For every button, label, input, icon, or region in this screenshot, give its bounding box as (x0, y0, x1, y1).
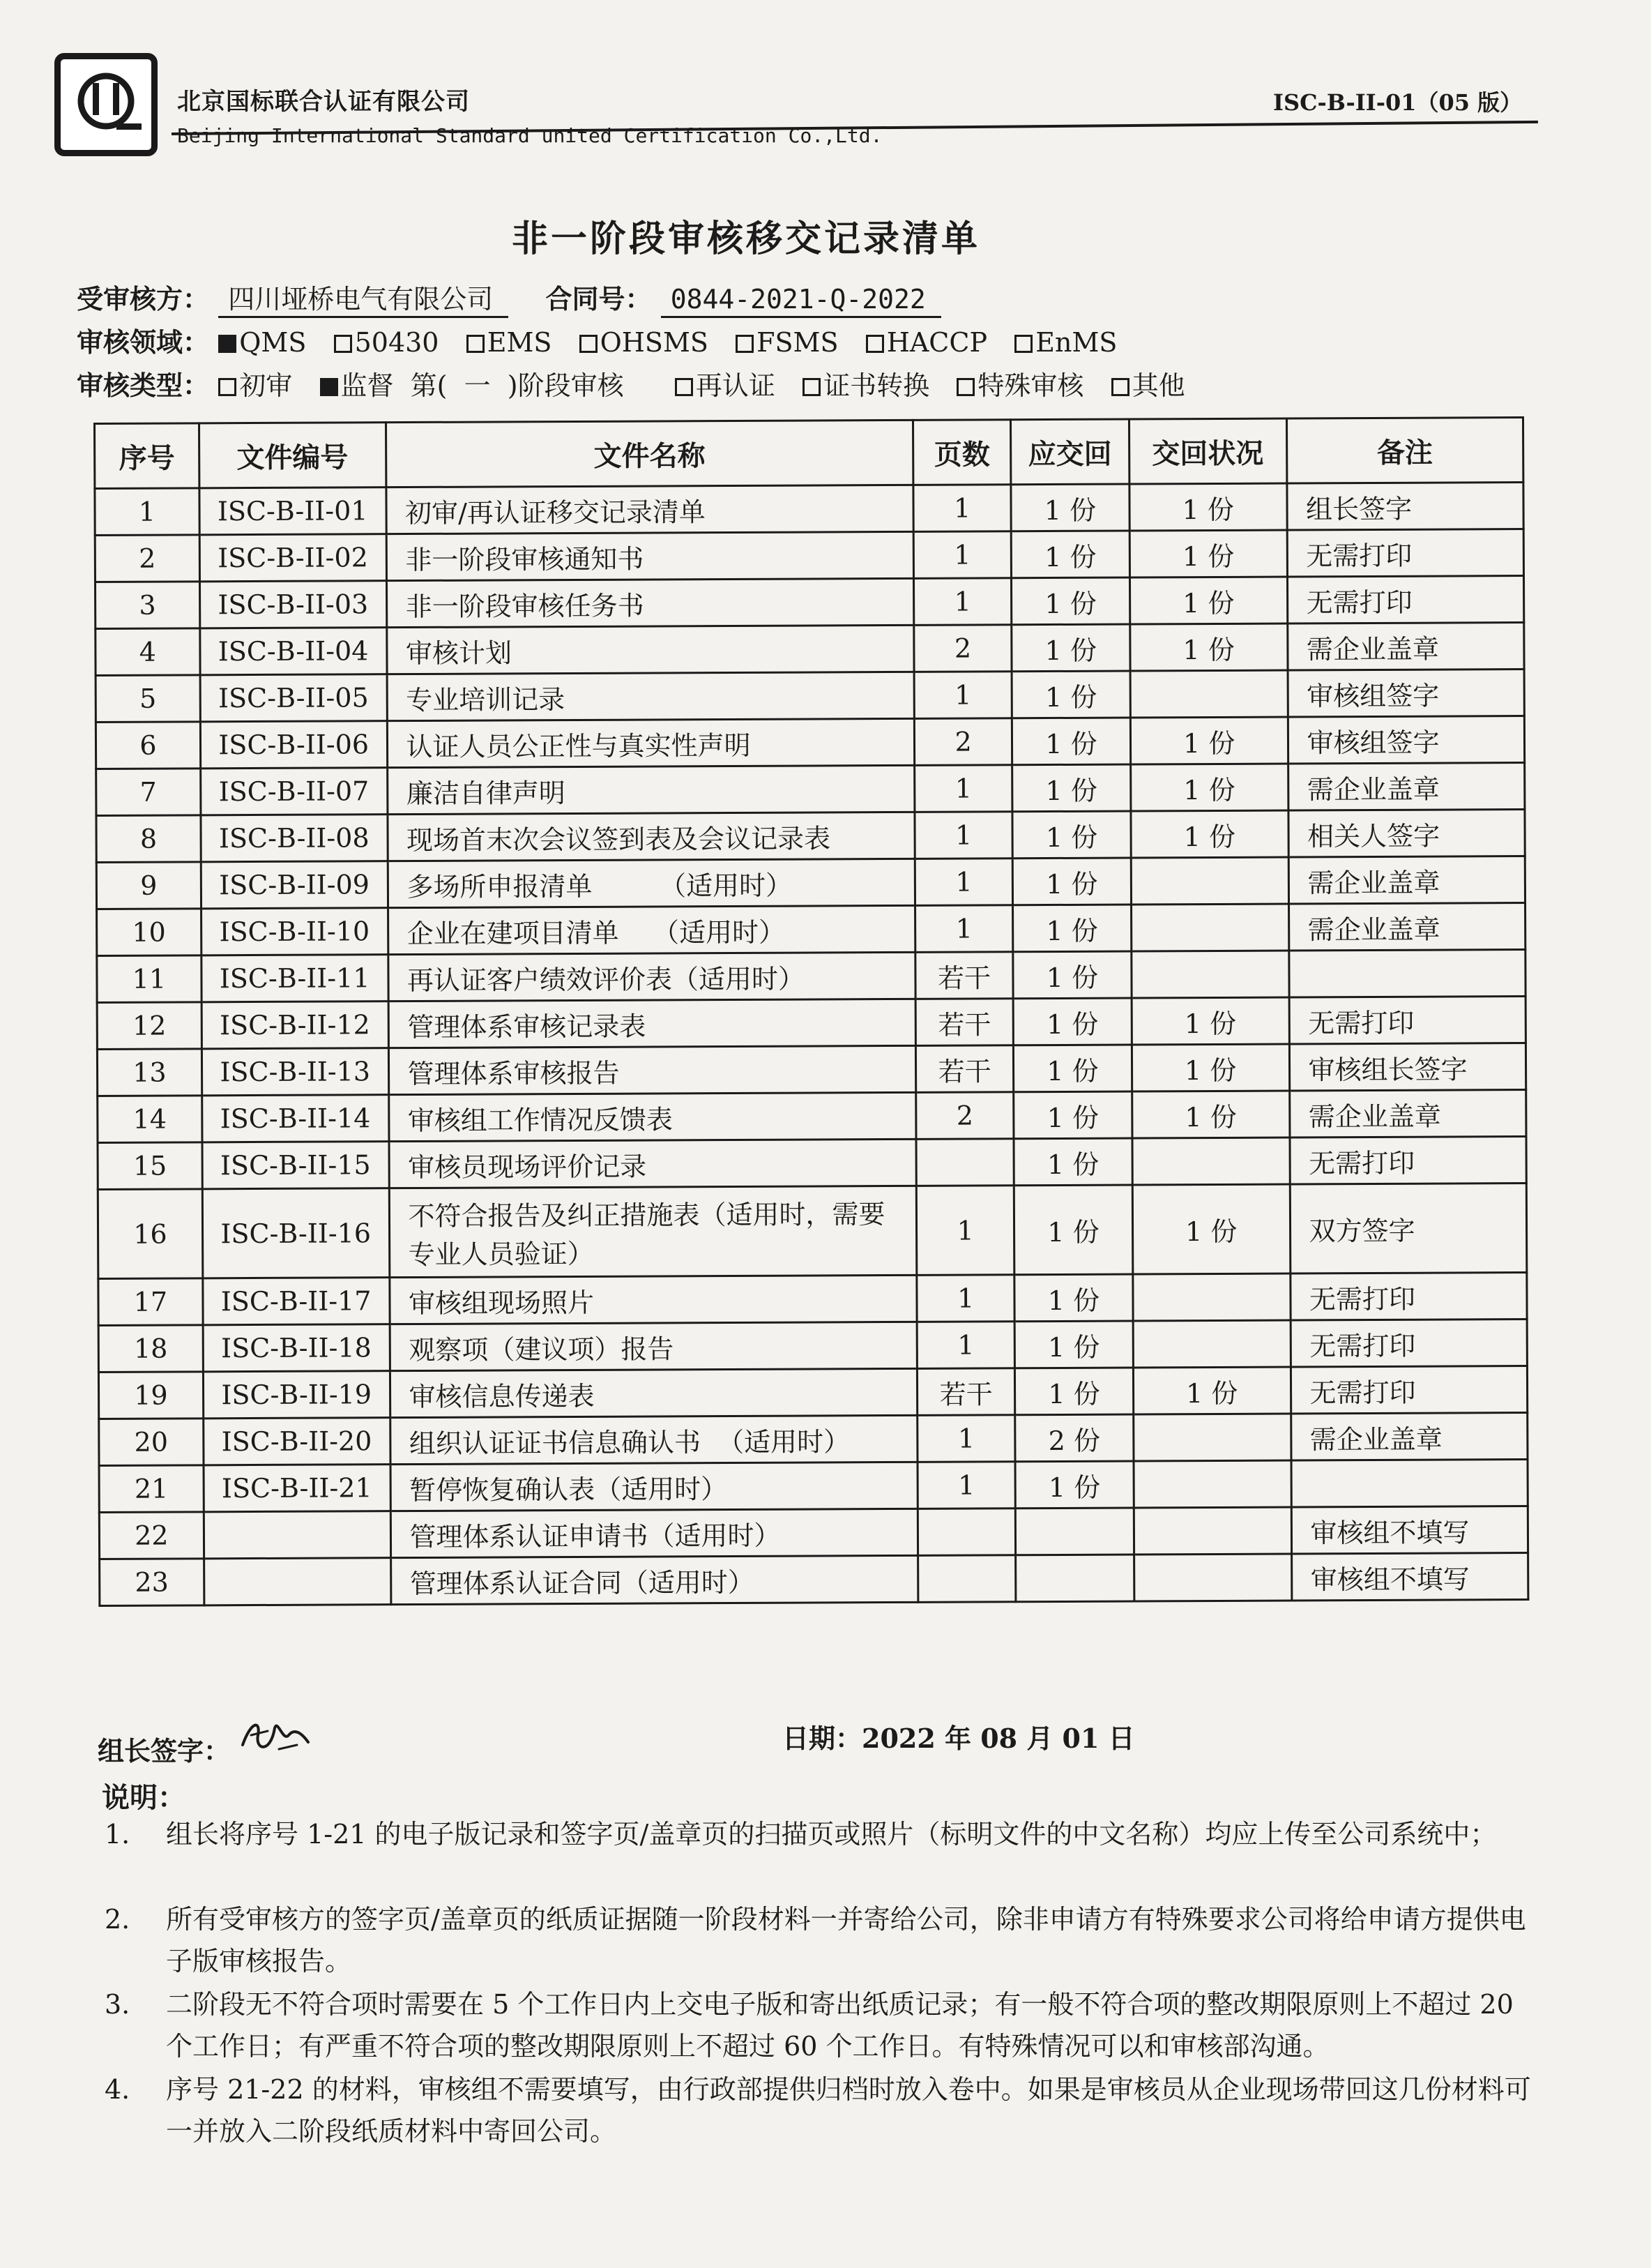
table-row (98, 1320, 1527, 1373)
checkbox-icon (866, 335, 884, 353)
returned-cell: 1 份 (1129, 530, 1287, 577)
table-row (99, 1413, 1528, 1466)
table-row (97, 903, 1526, 956)
pages-cell: 若干 (915, 952, 1013, 999)
code-cell: ISC-B-II-08 (201, 815, 388, 862)
code-cell: ISC-B-II-04 (200, 628, 387, 675)
pages-cell: 1 (915, 812, 1012, 859)
option-enms: EnMS (1014, 327, 1117, 358)
table-row (97, 1043, 1526, 1096)
code-cell (204, 1558, 390, 1605)
checkbox-checked-icon (320, 378, 338, 396)
seq-cell: 9 (96, 862, 201, 909)
returned-cell: 1 份 (1133, 1367, 1291, 1414)
option-transfer: 证书转换 (802, 370, 929, 401)
due-cell: 2 份 (1015, 1414, 1134, 1462)
returned-cell: 1 份 (1130, 623, 1288, 671)
code-cell: ISC-B-II-07 (200, 768, 387, 815)
name-cell: 企业在建项目清单 （适用时） (388, 905, 915, 954)
code-cell: ISC-B-II-02 (199, 534, 386, 582)
contract-label: 合同号： (545, 283, 652, 315)
name-cell: 现场首末次会议签到表及会议记录表 (387, 812, 915, 861)
name-cell: 管理体系认证合同（适用时） (390, 1555, 918, 1604)
returned-cell: 1 份 (1132, 1091, 1290, 1138)
name-cell: 审核员现场评价记录 (389, 1139, 917, 1188)
returned-cell: 1 份 (1132, 1044, 1289, 1091)
due-cell: 1 份 (1013, 998, 1132, 1045)
seq-cell: 5 (96, 675, 200, 723)
option-other: 其他 (1111, 370, 1185, 401)
code-cell: ISC-B-II-13 (201, 1048, 388, 1096)
option-fsms: FSMS (736, 327, 838, 358)
code-cell: ISC-B-II-01 (199, 487, 386, 535)
option-haccp: HACCP (866, 327, 987, 358)
remark-cell: 需企业盖章 (1288, 763, 1525, 810)
table-row (96, 670, 1524, 723)
checkbox-icon (579, 335, 598, 353)
table-row (96, 716, 1524, 769)
seq-cell: 3 (95, 582, 199, 629)
name-cell: 多场所申报清单 （适用时） (388, 859, 915, 907)
due-cell: 1 份 (1014, 1138, 1132, 1186)
returned-cell: 1 份 (1132, 1184, 1290, 1274)
client-label: 受审核方： (77, 283, 210, 315)
due-cell: 1 份 (1014, 1368, 1133, 1415)
signature-label: 组长签字： (98, 1735, 231, 1767)
pages-cell: 1 (916, 1186, 1014, 1276)
remark-cell: 无需打印 (1289, 1137, 1526, 1184)
returned-cell (1134, 1460, 1291, 1508)
due-cell: 1 份 (1012, 671, 1130, 718)
name-cell: 不符合报告及纠正措施表（适用时，需要专业人员验证） (389, 1186, 917, 1277)
pages-cell: 2 (915, 718, 1012, 766)
seq-cell: 6 (96, 722, 200, 769)
header-cell: 文件名称 (386, 420, 913, 487)
table-row (96, 623, 1524, 676)
table-row (95, 576, 1523, 629)
remark-cell (1288, 950, 1526, 997)
pages-cell (918, 1555, 1016, 1603)
seq-cell: 7 (96, 769, 201, 816)
checkbox-icon (1111, 378, 1129, 396)
pages-cell: 若干 (916, 1045, 1014, 1093)
seq-cell: 17 (98, 1278, 203, 1326)
remark-cell (1291, 1460, 1528, 1507)
code-cell: ISC-B-II-14 (202, 1095, 389, 1142)
pages-cell: 1 (914, 578, 1012, 626)
table-row (96, 856, 1525, 909)
table-row (97, 950, 1526, 1003)
logo-mark-icon (61, 59, 151, 150)
remark-cell: 无需打印 (1291, 1320, 1528, 1367)
remark-cell: 审核组签字 (1288, 670, 1525, 717)
remark-cell: 无需打印 (1291, 1366, 1528, 1414)
seq-cell: 15 (98, 1142, 202, 1190)
client-row (77, 278, 941, 316)
code-cell: ISC-B-II-09 (201, 861, 388, 909)
option-qms: QMS (218, 327, 306, 358)
pages-cell: 1 (913, 531, 1011, 579)
remark-cell: 审核组不填写 (1291, 1553, 1528, 1601)
date-text: 日期：2022 年 08 月 01 日 (782, 1723, 1135, 1754)
name-cell: 认证人员公正性与真实性声明 (387, 718, 915, 767)
seq-cell: 4 (96, 628, 200, 676)
header-cell: 交回状况 (1129, 418, 1286, 484)
table-header-row (95, 418, 1523, 489)
name-cell: 非一阶段审核任务书 (386, 578, 914, 627)
code-cell: ISC-B-II-05 (200, 674, 387, 722)
name-cell: 暂停恢复确认表（适用时） (390, 1462, 918, 1511)
pages-cell: 若干 (915, 999, 1013, 1046)
header-cell: 应交回 (1011, 419, 1129, 485)
returned-cell (1131, 904, 1288, 951)
option-recert: 再认证 (675, 370, 775, 401)
table-row (95, 529, 1523, 582)
option-50430: 50430 (334, 327, 439, 358)
header-cell: 页数 (913, 420, 1011, 485)
code-cell: ISC-B-II-21 (204, 1465, 390, 1512)
company-name-cn: 北京国标联合认证有限公司 (177, 88, 470, 116)
due-cell (1015, 1508, 1134, 1555)
note-item: 3. 二阶段无不符合项时需要在 5 个工作日内上交电子版和寄出纸质记录；有一般不符合项的整改期限原则上不超过 20 个工作日；有严重不符合项的整改期限原则上不超过 60 个工作日。有特殊情况可以和审核部沟通。 (105, 1989, 1514, 2062)
table-row (98, 1137, 1526, 1190)
seq-cell: 23 (100, 1559, 204, 1606)
due-cell: 1 份 (1014, 1185, 1132, 1275)
seq-cell: 13 (97, 1049, 201, 1096)
seq-cell: 11 (97, 955, 201, 1003)
code-cell: ISC-B-II-16 (202, 1188, 389, 1278)
seq-cell: 2 (95, 535, 199, 582)
returned-cell (1133, 1320, 1291, 1368)
option-ohsms: OHSMS (579, 327, 708, 358)
code-cell: ISC-B-II-10 (201, 908, 388, 955)
pages-cell: 1 (918, 1462, 1015, 1509)
remark-cell: 审核组长签字 (1289, 1043, 1526, 1091)
name-cell: 审核组工作情况反馈表 (388, 1092, 916, 1141)
client-value: 四川垭桥电气有限公司 (218, 284, 508, 318)
due-cell: 1 份 (1012, 624, 1130, 672)
page-title: 非一阶段审核移交记录清单 (511, 218, 980, 260)
pages-cell: 1 (917, 1275, 1014, 1322)
checkbox-icon (675, 378, 693, 396)
seq-cell: 18 (98, 1325, 203, 1373)
due-cell: 1 份 (1012, 577, 1130, 625)
table-row (98, 1184, 1527, 1279)
returned-cell (1132, 951, 1289, 998)
header-cell: 序号 (95, 423, 199, 489)
table-row (98, 1366, 1527, 1419)
code-cell: ISC-B-II-06 (200, 721, 387, 769)
audit-type-row (77, 364, 1203, 402)
returned-cell: 1 份 (1131, 810, 1288, 858)
seq-cell: 12 (97, 1002, 201, 1050)
table-row (95, 483, 1523, 536)
code-cell: ISC-B-II-17 (203, 1278, 390, 1325)
remark-cell: 审核组签字 (1288, 716, 1525, 764)
pages-cell: 2 (916, 1092, 1014, 1140)
seq-cell: 10 (97, 909, 201, 956)
remark-cell: 无需打印 (1289, 997, 1526, 1044)
returned-cell (1130, 670, 1288, 718)
pages-cell: 1 (913, 485, 1011, 532)
pages-cell: 2 (914, 625, 1012, 672)
remark-cell: 需企业盖章 (1288, 856, 1526, 904)
handwritten-signature-icon (237, 1714, 314, 1759)
remark-cell: 无需打印 (1290, 1273, 1527, 1320)
code-cell: ISC-B-II-20 (204, 1418, 390, 1465)
remark-cell: 组长签字 (1286, 483, 1523, 530)
audit-type-label: 审核类型： (77, 370, 210, 401)
name-cell: 再认证客户绩效评价表（适用时） (388, 952, 915, 1001)
company-logo (54, 53, 158, 156)
name-cell: 组织认证证书信息确认书 （适用时） (390, 1415, 918, 1464)
seq-cell: 20 (99, 1419, 204, 1466)
due-cell: 1 份 (1013, 951, 1132, 999)
checkbox-icon (736, 335, 754, 353)
name-cell: 观察项（建议项）报告 (390, 1322, 918, 1370)
due-cell: 1 份 (1011, 531, 1129, 578)
notes-title: 说明： (102, 1781, 185, 1814)
returned-cell (1131, 857, 1288, 905)
pages-cell: 1 (917, 1322, 1014, 1369)
seq-cell: 1 (95, 488, 199, 536)
code-cell: ISC-B-II-03 (199, 581, 386, 628)
code-cell: ISC-B-II-18 (203, 1324, 390, 1372)
code-cell: ISC-B-II-15 (202, 1142, 389, 1189)
due-cell: 1 份 (1013, 905, 1132, 952)
option-initial: 初审 (218, 370, 292, 401)
header-cell: 备注 (1286, 418, 1523, 483)
name-cell: 管理体系认证申请书（适用时） (390, 1509, 918, 1557)
contract-value: 0844-2021-Q-2022 (661, 284, 941, 318)
seq-cell: 16 (98, 1189, 202, 1279)
pages-cell: 1 (915, 905, 1013, 953)
table-row (100, 1553, 1528, 1606)
name-cell: 审核组现场照片 (389, 1275, 917, 1324)
name-cell: 初审/再认证移交记录清单 (386, 485, 913, 534)
name-cell: 非一阶段审核通知书 (386, 531, 914, 580)
due-cell (1016, 1555, 1134, 1602)
name-cell: 管理体系审核报告 (388, 1045, 916, 1094)
returned-cell (1132, 1137, 1290, 1185)
name-cell: 专业培训记录 (387, 672, 915, 720)
remark-cell: 需企业盖章 (1288, 903, 1526, 951)
name-cell: 审核计划 (386, 625, 914, 674)
due-cell: 1 份 (1015, 1461, 1134, 1509)
due-cell: 1 份 (1014, 1091, 1132, 1139)
table-row (96, 763, 1525, 816)
checkbox-icon (466, 335, 485, 353)
returned-cell (1134, 1414, 1291, 1461)
checkbox-icon (957, 378, 975, 396)
seq-cell: 19 (98, 1372, 203, 1419)
table-row (98, 1090, 1526, 1143)
due-cell: 1 份 (1013, 1045, 1132, 1092)
returned-cell (1134, 1507, 1291, 1555)
checkbox-checked-icon (218, 335, 236, 353)
code-cell: ISC-B-II-19 (203, 1371, 390, 1419)
pages-cell: 1 (914, 672, 1012, 719)
due-cell: 1 份 (1012, 764, 1131, 812)
due-cell: 1 份 (1012, 858, 1131, 905)
name-cell: 廉洁自律声明 (387, 765, 915, 814)
company-name-en: Beijing International Standard united Certification Co.,Ltd. (177, 124, 883, 147)
remark-cell: 相关人签字 (1288, 810, 1525, 857)
pages-cell: 1 (915, 859, 1012, 906)
seq-cell: 8 (96, 815, 201, 863)
returned-cell: 1 份 (1130, 764, 1288, 811)
note-item: 4. 序号 21-22 的材料，审核组不需要填写，由行政部提供归档时放入卷中。如果是审核员从企业现场带回这几份材料可一并放入二阶段纸质材料中寄回公司。 (105, 2074, 1531, 2147)
checkbox-icon (1014, 335, 1033, 353)
remark-cell: 双方签字 (1290, 1184, 1527, 1273)
code-cell (204, 1511, 390, 1559)
pages-cell: 1 (918, 1415, 1015, 1462)
seq-cell: 22 (99, 1512, 204, 1559)
remark-cell: 无需打印 (1287, 529, 1524, 577)
note-item: 1. 组长将序号 1-21 的电子版记录和签字页/盖章页的扫描页或照片（标明文件的中文名称）均应上传至公司系统中； (105, 1819, 1497, 1850)
table-row (99, 1506, 1528, 1559)
due-cell: 1 份 (1014, 1274, 1133, 1322)
due-cell: 1 份 (1014, 1321, 1133, 1368)
due-cell: 1 份 (1012, 718, 1130, 765)
table-row (97, 997, 1526, 1050)
returned-cell (1133, 1273, 1291, 1321)
pages-cell (916, 1139, 1014, 1186)
option-surveillance: 监督 第( 一 )阶段审核 (320, 370, 624, 401)
remark-cell: 无需打印 (1287, 576, 1524, 623)
remark-cell: 需企业盖章 (1291, 1413, 1528, 1460)
seq-cell: 14 (98, 1096, 202, 1143)
table-row (98, 1273, 1527, 1326)
returned-cell: 1 份 (1129, 577, 1287, 624)
checkbox-icon (334, 335, 352, 353)
table-row (96, 810, 1525, 863)
due-cell: 1 份 (1012, 811, 1131, 859)
records-table (93, 416, 1529, 1607)
returned-cell: 1 份 (1130, 717, 1288, 764)
seq-cell: 21 (99, 1465, 204, 1513)
name-cell: 审核信息传递表 (390, 1368, 918, 1417)
remark-cell: 需企业盖章 (1287, 623, 1524, 670)
header-cell: 文件编号 (199, 423, 386, 488)
remark-cell: 需企业盖章 (1289, 1090, 1526, 1137)
audit-field-label: 审核领域： (77, 326, 210, 358)
pages-cell: 若干 (918, 1368, 1015, 1416)
returned-cell: 1 份 (1129, 483, 1287, 531)
note-item: 2. 所有受审核方的签字页/盖章页的纸质证据随一阶段材料一并寄给公司，除非申请方有特殊要求公司将给申请方提供电子版审核报告。 (105, 1904, 1526, 1976)
code-cell: ISC-B-II-11 (201, 955, 388, 1002)
returned-cell: 1 份 (1132, 997, 1289, 1045)
option-special: 特殊审核 (957, 370, 1083, 401)
pages-cell: 1 (915, 765, 1012, 812)
document-code: ISC-B-II-01（05 版） (1273, 89, 1523, 116)
remark-cell: 审核组不填写 (1291, 1506, 1528, 1554)
pages-cell (918, 1509, 1016, 1556)
code-cell: ISC-B-II-12 (201, 1001, 388, 1049)
checkbox-icon (218, 378, 236, 396)
option-ems: EMS (466, 327, 552, 358)
returned-cell (1134, 1554, 1291, 1601)
name-cell: 管理体系审核记录表 (388, 999, 916, 1048)
table-row (99, 1460, 1528, 1513)
due-cell: 1 份 (1011, 484, 1129, 531)
audit-field-row (77, 321, 1135, 359)
checkbox-icon (802, 378, 821, 396)
